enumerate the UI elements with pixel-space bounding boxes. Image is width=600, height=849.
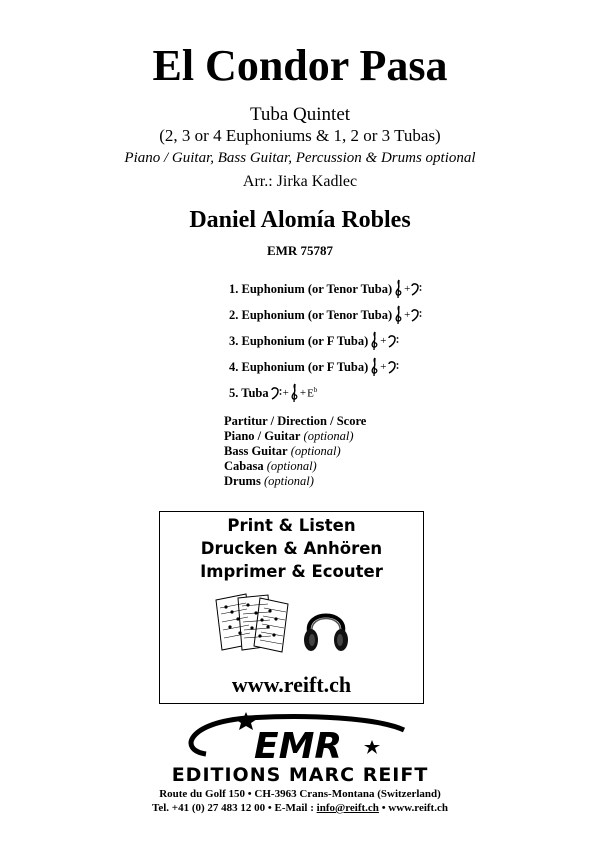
bass-clef-icon: [411, 308, 422, 322]
web-suffix: • www.reift.ch: [378, 802, 448, 814]
part-item: [229, 380, 422, 406]
part-item: [229, 276, 422, 302]
emr-logo: [158, 712, 442, 764]
publisher-name: EDITIONS MARC REIFT: [171, 764, 429, 786]
subtitle: Tuba Quintet: [249, 104, 351, 125]
phone-email-label: Tel. +41 (0) 27 483 12 00 • E-Mail :: [152, 802, 317, 814]
treble-clef-icon: [394, 305, 403, 325]
part-item: [229, 328, 422, 354]
website-link[interactable]: www.reift.ch: [231, 672, 352, 697]
part-label: 5. Tuba: [229, 385, 269, 400]
treble-clef-icon: [290, 383, 299, 403]
publisher-contact: [0, 801, 600, 815]
email-link[interactable]: info@reift.ch: [316, 802, 379, 814]
part-label: 2. Euphonium (or Tenor Tuba): [229, 307, 393, 322]
headphones-icon: [303, 598, 349, 656]
extra-item: [224, 429, 366, 444]
part-label: 1. Euphonium (or Tenor Tuba): [229, 281, 393, 296]
bass-clef-icon: [388, 334, 399, 348]
clef-group: +: [394, 305, 422, 325]
logo-text: EMR: [254, 726, 343, 764]
extra-note: (optional): [290, 444, 341, 458]
extra-item: [224, 474, 366, 489]
extra-note: (optional): [266, 459, 317, 473]
bass-clef-icon: [271, 386, 282, 400]
extra-label: Partitur / Direction / Score: [224, 414, 367, 428]
part-item: [229, 354, 422, 380]
clef-group: +: [394, 279, 422, 299]
extra-label: Drums: [224, 474, 261, 488]
extra-item: [224, 414, 366, 429]
composer: Daniel Alomía Robles: [189, 207, 411, 233]
print-listen-box: [159, 511, 424, 704]
promo-line-2: Drucken & Anhören: [200, 539, 383, 558]
extra-label: Piano / Guitar: [224, 429, 301, 443]
treble-clef-icon: [394, 279, 403, 299]
page-title: El Condor Pasa: [152, 41, 448, 90]
extra-item: [224, 459, 366, 474]
bass-clef-icon: [388, 360, 399, 374]
treble-clef-icon: [370, 357, 379, 377]
extra-note: (optional): [263, 474, 314, 488]
treble-clef-icon: [370, 331, 379, 351]
optional-instruments: Piano / Guitar, Bass Guitar, Percussion & Drums optional: [124, 150, 476, 166]
promo-line-3: Imprimer & Ecouter: [200, 562, 383, 581]
part-item: [229, 302, 422, 328]
catalog-number: EMR 75787: [266, 243, 334, 258]
extra-item: [224, 444, 366, 459]
extra-label: Cabasa: [224, 459, 264, 473]
extra-note: (optional): [303, 429, 354, 443]
publisher-address: Route du Golf 150 • CH-3963 Crans-Montana (Switzerland): [159, 788, 441, 800]
bass-clef-icon: [411, 282, 422, 296]
part-label: 4. Euphonium (or F Tuba): [229, 359, 369, 374]
clef-group: +: [370, 357, 398, 377]
arranger: Arr.: Jirka Kadlec: [242, 173, 358, 190]
clef-group: + + $E^b$: [271, 383, 318, 403]
sheet-music-icon: [212, 592, 296, 654]
promo-line-1: Print & Listen: [227, 516, 356, 535]
part-label: 3. Euphonium (or F Tuba): [229, 333, 369, 348]
additional-parts: [224, 414, 366, 489]
extra-label: Bass Guitar: [224, 444, 288, 458]
parts-list: [229, 276, 422, 406]
instrumentation: (2, 3 or 4 Euphoniums & 1, 2 or 3 Tubas): [159, 126, 441, 145]
clef-group: +: [370, 331, 398, 351]
